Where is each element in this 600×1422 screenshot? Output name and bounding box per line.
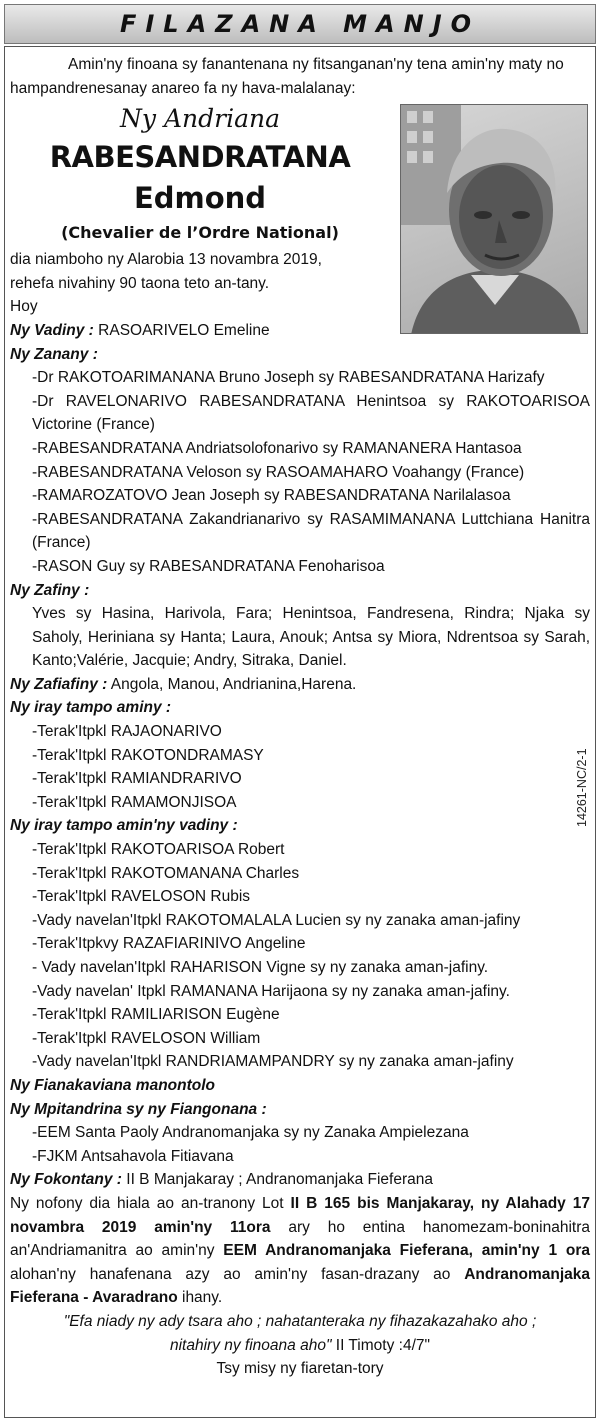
deceased-distinction: (Chevalier de l’Ordre National) — [61, 223, 339, 243]
list-item: - Vady navelan'Itpkl RAHARISON Vigne sy ny zanaka aman-jafiny. — [32, 959, 489, 976]
list-item: -Terak'Itpkl RAKOTONDRAMASY — [32, 746, 264, 764]
pastors-list — [10, 1121, 590, 1168]
bible-verse-line-1: "Efa niady ny ady tsara aho ; nahatanteraka ny fihazakazahako aho ; — [63, 1312, 537, 1330]
pastors-label: Ny Mpitandrina sy ny Fiangonana : — [10, 1100, 267, 1118]
funeral-church: EEM Andranomanjaka Fieferana, amin'ny 1 ora — [223, 1242, 590, 1260]
spouse-name: RASOARIVELO Emeline — [98, 321, 270, 339]
children-list — [10, 366, 590, 578]
fokontany-section — [10, 1168, 590, 1192]
age-line: rehefa nivahiny 90 taona teto an-tany. — [10, 274, 270, 292]
list-item: -FJKM Antsahavola Fitiavana — [32, 1147, 234, 1165]
list-item: -Dr RAVELONARIVO RABESANDRATANA Henintsoa sy RAKOTOARISOA Victorine (France) — [32, 392, 590, 434]
fokontany-value: II B Manjakaray ; Andranomanjaka Fieferana — [126, 1171, 433, 1189]
funeral-text-2: ary ho entina hanomezam-boninahitra an'Andriamanitra ao amin'ny — [10, 1218, 590, 1260]
spouse-siblings-list — [10, 838, 590, 1074]
fokontany-label: Ny Fokontany : — [10, 1171, 122, 1189]
list-item: -RABESANDRATANA Andriatsolofonarivo sy RAMANANERA Hantasoa — [32, 439, 522, 457]
funeral-address: II B 165 bis Manjakaray, ny Alahady 17 novambra 2019 amin'ny 11ora — [10, 1194, 590, 1236]
intro-text: Amin'ny finoana sy fanantenana ny fitsanganan'ny tena amin'ny maty no hampandrenesanay anareo fa ny hava-malalanay: — [10, 56, 564, 97]
list-item: -RAMAROZATOVO Jean Joseph sy RABESANDRATANA Narilalasoa — [32, 487, 511, 505]
deceased-surname: RABESANDRATANA — [49, 140, 351, 175]
footer-note: Tsy misy ny fiaretan-tory — [216, 1360, 384, 1378]
deceased-honorific: Ny Andriana — [120, 104, 280, 134]
grandchildren-text: Yves sy Hasina, Harivola, Fara; Henintsoa, Fandresena, Rindra; Njaka sy Saholy, Heriniana sy Hanta; Laura, Anouk; Antsa sy Miora, Ndrentsoa sy Sarah, Kanto;Valérie, Jacquie; Andry, Sitraka, Daniel. — [32, 605, 590, 670]
list-item: -RABESANDRATANA Veloson sy RASOAMAHARO Voahangy (France) — [32, 463, 525, 481]
whole-family-label: Ny Fianakaviana manontolo — [10, 1076, 215, 1094]
deceased-name-block — [10, 102, 390, 248]
great-grandchildren-names: Angola, Manou, Andrianina,Harena. — [110, 675, 357, 693]
list-item: -Terak'Itpkl RAMIANDRARIVO — [32, 770, 242, 788]
hoy-line: Hoy — [10, 298, 38, 316]
list-item: -Vady navelan'Itpkl RANDRIAMAMPANDRY sy ny zanaka aman-jafiny — [32, 1053, 514, 1071]
list-item: -Terak'Itpkl RAMAMONJISOA — [32, 793, 237, 811]
notice-title: FILAZANA MANJO — [119, 10, 481, 38]
spouse-label: Ny Vadiny : — [10, 321, 94, 339]
list-item: -Terak'Itpkl RAKOTOARISOA Robert — [32, 841, 285, 859]
deceased-firstname: Edmond — [133, 181, 267, 216]
list-item: -Terak'Itpkvy RAZAFIARINIVO Angeline — [32, 935, 306, 953]
siblings-label: Ny iray tampo aminy : — [10, 699, 172, 717]
list-item: -Terak'Itpkl RAKOTOMANANA Charles — [32, 864, 300, 882]
funeral-text-1: Ny nofony dia hiala ao an-tranony Lot — [10, 1194, 291, 1212]
great-grandchildren-section — [10, 673, 590, 697]
funeral-burial-place: Andranomanjaka Fieferana - Avaradrano — [10, 1265, 590, 1307]
children-label: Ny Zanany : — [10, 345, 98, 363]
bible-verse-line-2 — [10, 1334, 590, 1358]
funeral-text-4: ihany. — [177, 1289, 223, 1307]
funeral-details — [10, 1192, 590, 1310]
list-item: -RABESANDRATANA Zakandrianarivo sy RASAMIMANANA Luttchiana Hanitra (France) — [32, 510, 590, 552]
spouse-section — [10, 319, 590, 343]
reference-code: 14261-NC/2-1 — [575, 748, 589, 827]
grandchildren-label: Ny Zafiny : — [10, 581, 90, 599]
notice-body — [10, 53, 590, 1381]
list-item: -Dr RAKOTOARIMANANA Bruno Joseph sy RABESANDRATANA Harizafy — [32, 369, 545, 387]
list-item: -Terak'Itpkl RAJAONARIVO — [32, 723, 222, 741]
bible-verse-reference: II Timoty :4/7" — [331, 1336, 431, 1354]
list-item: -Terak'Itpkl RAVELOSON William — [32, 1029, 261, 1047]
list-item: -Terak'Itpkl RAMILIARISON Eugène — [32, 1006, 280, 1024]
great-grandchildren-label: Ny Zafiafiny : — [10, 675, 108, 693]
list-item: -Vady navelan'Itpkl RAKOTOMALALA Lucien sy ny zanaka aman-jafiny — [32, 911, 521, 929]
death-date-line: dia niamboho ny Alarobia 13 novambra 2019, — [10, 251, 322, 269]
list-item: -Vady navelan' Itpkl RAMANANA Harijaona sy ny zanaka aman-jafiny. — [32, 982, 510, 1000]
bible-verse-text: nitahiry ny finoana aho" — [169, 1336, 332, 1354]
header-banner — [4, 4, 596, 44]
funeral-text-3: alohan'ny hanafenana azy ao amin'ny fasan-drazany ao — [10, 1265, 465, 1283]
spouse-siblings-label: Ny iray tampo amin'ny vadiny : — [10, 817, 238, 835]
list-item: -Terak'Itpkl RAVELOSON Rubis — [32, 888, 251, 906]
list-item: -RASON Guy sy RABESANDRATANA Fenoharisoa — [32, 557, 385, 575]
list-item: -EEM Santa Paoly Andranomanjaka sy ny Zanaka Ampielezana — [32, 1124, 469, 1142]
siblings-list — [10, 720, 590, 814]
